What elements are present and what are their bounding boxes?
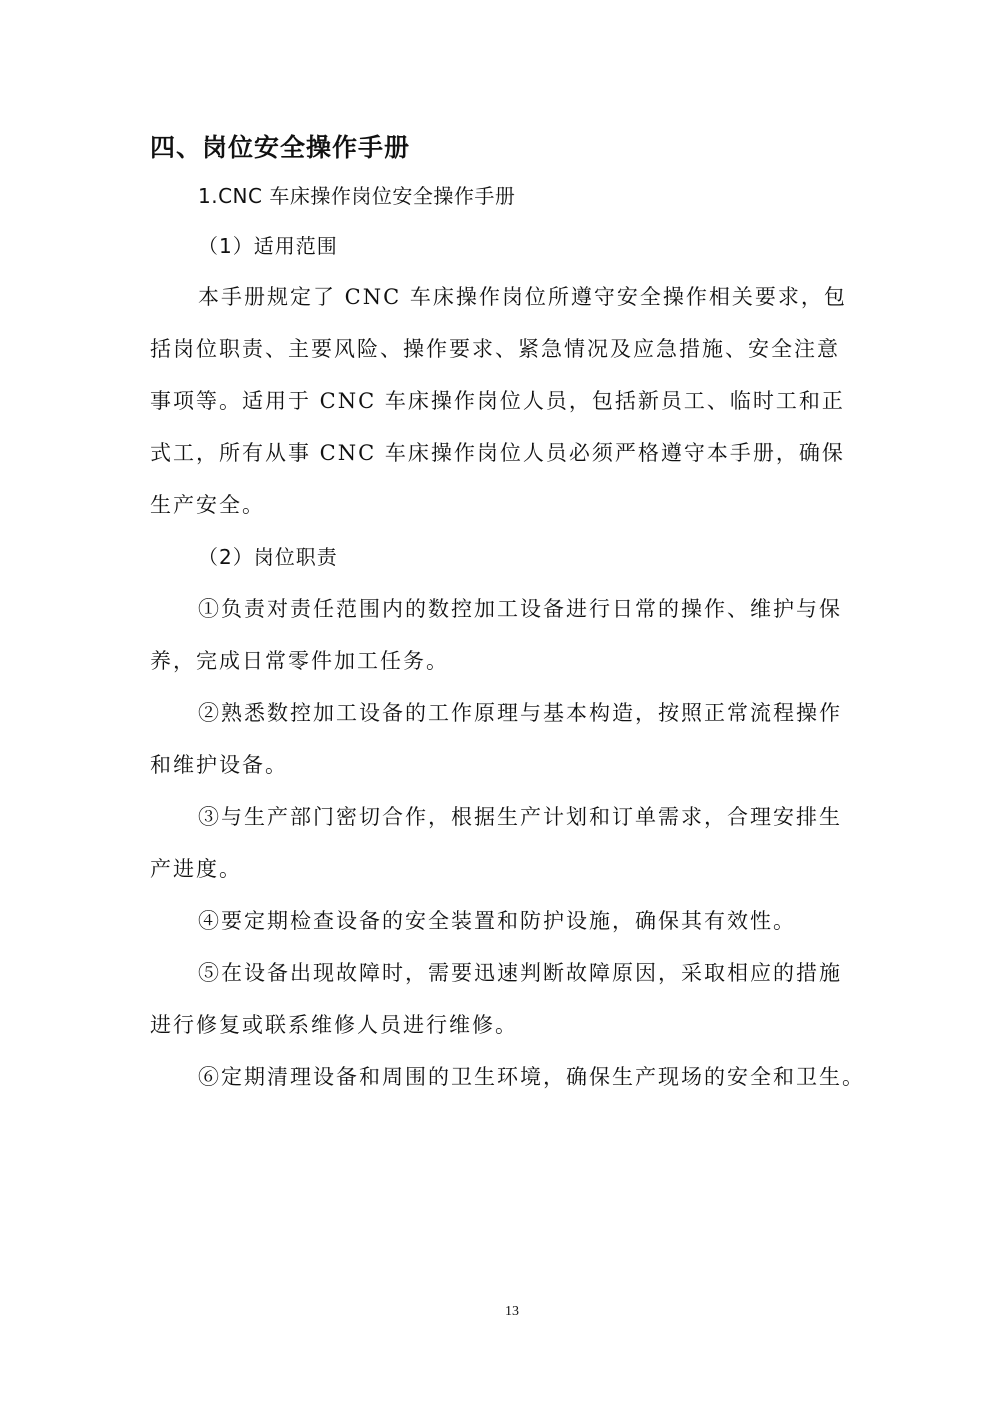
duty-item-line: ④要定期检查设备的安全装置和防护设施，确保其有效性。 — [198, 909, 796, 933]
duty-item-line: 和维护设备。 — [150, 753, 288, 777]
subsection-title: 1.CNC 车床操作岗位安全操作手册 — [198, 184, 516, 208]
paragraph-line: 括岗位职责、主要风险、操作要求、紧急情况及应急措施、安全注意 — [150, 337, 840, 361]
duties-heading: （2）岗位职责 — [198, 545, 338, 569]
paragraph-line: 本手册规定了 CNC 车床操作岗位所遵守安全操作相关要求，包 — [198, 285, 847, 309]
paragraph-line: 事项等。适用于 CNC 车床操作岗位人员，包括新员工、临时工和正 — [150, 389, 845, 413]
duty-item-line: ②熟悉数控加工设备的工作原理与基本构造，按照正常流程操作 — [198, 701, 842, 725]
scope-heading: （1）适用范围 — [198, 234, 338, 258]
duty-item-line: ⑤在设备出现故障时，需要迅速判断故障原因，采取相应的措施 — [198, 961, 842, 985]
paragraph-line: 式工，所有从事 CNC 车床操作岗位人员必须严格遵守本手册，确保 — [150, 441, 845, 465]
duty-item-line: ⑥定期清理设备和周围的卫生环境，确保生产现场的安全和卫生。 — [198, 1065, 865, 1089]
section-heading: 四、岗位安全操作手册 — [150, 133, 411, 162]
duty-item-line: 产进度。 — [150, 857, 242, 881]
duty-item-line: ①负责对责任范围内的数控加工设备进行日常的操作、维护与保 — [198, 597, 842, 621]
duty-item-line: ③与生产部门密切合作，根据生产计划和订单需求，合理安排生 — [198, 805, 842, 829]
duty-item-line: 进行修复或联系维修人员进行维修。 — [150, 1013, 518, 1037]
duty-item-line: 养，完成日常零件加工任务。 — [150, 649, 449, 673]
page-number: 13 — [505, 1304, 519, 1319]
paragraph-line: 生产安全。 — [150, 493, 265, 517]
